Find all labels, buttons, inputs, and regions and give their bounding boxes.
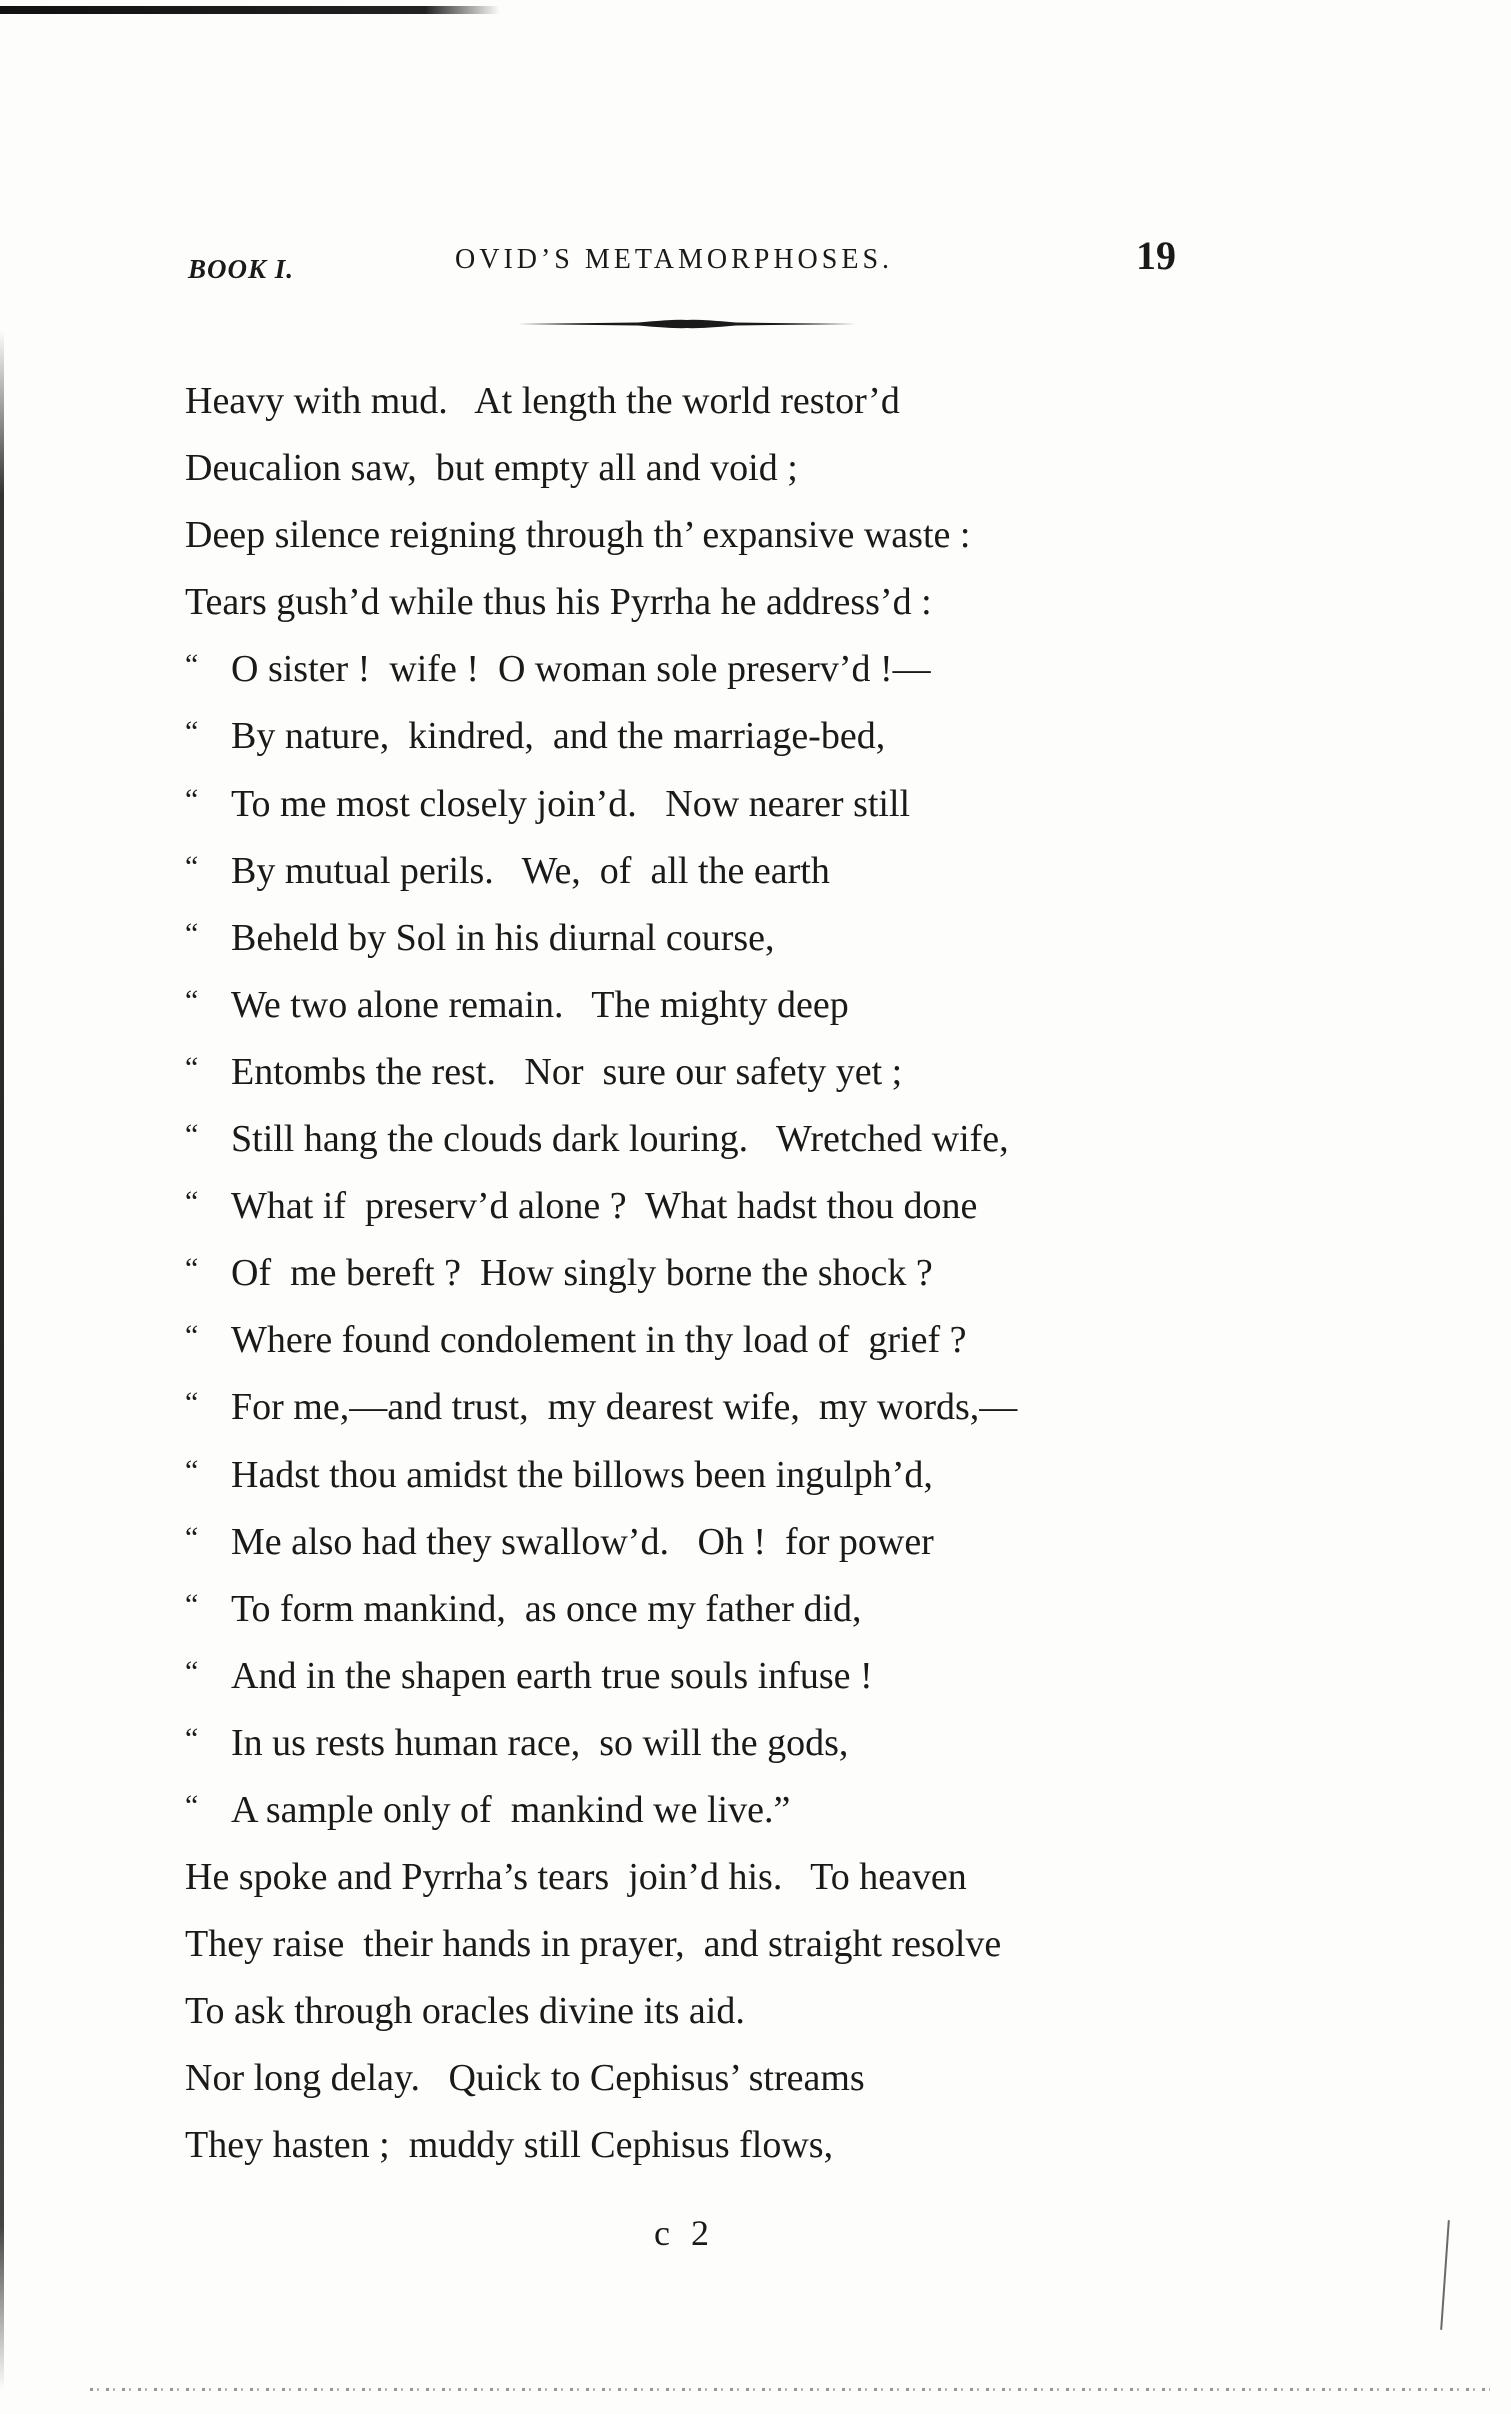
poem-line bbox=[185, 1106, 1335, 1173]
quote-mark: “ bbox=[185, 1520, 199, 1554]
poem-line-text: Me also had they swallow’d. Oh ! for power bbox=[231, 1520, 934, 1563]
scan-bottom-noise bbox=[90, 2388, 1490, 2391]
quote-mark: “ bbox=[185, 983, 199, 1017]
running-header bbox=[0, 232, 1511, 292]
poem-line bbox=[185, 2112, 1335, 2179]
poem-line bbox=[185, 569, 1335, 636]
poem-line bbox=[185, 368, 1335, 435]
poem-line-text: Nor long delay. Quick to Cephisus’ streams bbox=[185, 2057, 865, 2100]
scan-left-edge bbox=[0, 330, 4, 2390]
poem-line-text: Still hang the clouds dark louring. Wretched wife, bbox=[231, 1118, 1009, 1161]
quote-mark: “ bbox=[185, 916, 199, 950]
poem-line bbox=[185, 502, 1335, 569]
poem-line bbox=[185, 1173, 1335, 1240]
poem-line-text: What if preserv’d alone ? What hadst thou done bbox=[231, 1185, 978, 1228]
poem-line-text: By nature, kindred, and the marriage-bed, bbox=[231, 715, 886, 758]
poem-line bbox=[185, 1374, 1335, 1441]
quote-mark: “ bbox=[185, 1050, 199, 1084]
header-ornament-rule bbox=[518, 318, 856, 330]
quote-mark: “ bbox=[185, 715, 199, 749]
poem-line bbox=[185, 1442, 1335, 1509]
poem-line bbox=[185, 1710, 1335, 1777]
scan-edge-rule bbox=[0, 6, 500, 14]
quote-mark: “ bbox=[185, 1721, 199, 1755]
poem-line-text: We two alone remain. The mighty deep bbox=[231, 983, 849, 1026]
quote-mark: “ bbox=[185, 1319, 199, 1353]
signature-mark: c 2 bbox=[654, 2213, 715, 2253]
poem-line-text: Tears gush’d while thus his Pyrrha he address’d : bbox=[185, 581, 932, 624]
quote-mark: “ bbox=[185, 1252, 199, 1286]
poem-line-text: And in the shapen earth true souls infuse ! bbox=[231, 1654, 873, 1697]
poem-line-text: Where found condolement in thy load of grief ? bbox=[231, 1319, 967, 1362]
quote-mark: “ bbox=[185, 782, 199, 816]
quote-mark: “ bbox=[185, 1185, 199, 1219]
poem-line bbox=[185, 972, 1335, 1039]
page-number: 19 bbox=[1136, 233, 1176, 278]
quote-mark: “ bbox=[185, 1453, 199, 1487]
poem-line-text: O sister ! wife ! O woman sole preserv’d !— bbox=[231, 648, 931, 691]
poem-line bbox=[185, 1643, 1335, 1710]
quote-mark: “ bbox=[185, 849, 199, 883]
poem-line-text: Entombs the rest. Nor sure our safety yet ; bbox=[231, 1050, 903, 1093]
poem-line bbox=[185, 771, 1335, 838]
poem-line-text: Hadst thou amidst the billows been ingulph’d, bbox=[231, 1453, 933, 1496]
poem-line-text: Deep silence reigning through th’ expansive waste : bbox=[185, 514, 971, 557]
poem-line-text: For me,—and trust, my dearest wife, my words,— bbox=[231, 1386, 1018, 1429]
poem-line bbox=[185, 703, 1335, 770]
scan-margin-mark bbox=[1440, 2220, 1450, 2330]
poem-line bbox=[185, 1978, 1335, 2045]
quote-mark: “ bbox=[185, 648, 199, 682]
poem-line-text: He spoke and Pyrrha’s tears join’d his. To heaven bbox=[185, 1856, 967, 1899]
quote-mark: “ bbox=[185, 1118, 199, 1152]
poem-line-text: They raise their hands in prayer, and straight resolve bbox=[185, 1923, 1002, 1966]
poem-line-text: Deucalion saw, but empty all and void ; bbox=[185, 447, 798, 490]
quote-mark: “ bbox=[185, 1654, 199, 1688]
poem-line bbox=[185, 1039, 1335, 1106]
poem-line bbox=[185, 1777, 1335, 1844]
poem-line-text: By mutual perils. We, of all the earth bbox=[231, 849, 830, 892]
poem-line-text: Heavy with mud. At length the world restor’d bbox=[185, 380, 900, 422]
poem-line bbox=[185, 1509, 1335, 1576]
poem-text bbox=[185, 368, 1335, 2180]
running-title: OVID’S METAMORPHOSES. bbox=[455, 244, 894, 275]
poem-line bbox=[185, 905, 1335, 972]
poem-line-text: Beheld by Sol in his diurnal course, bbox=[231, 916, 775, 959]
poem-line bbox=[185, 2045, 1335, 2112]
poem-line-text: A sample only of mankind we live.” bbox=[231, 1788, 791, 1831]
poem-line-text: In us rests human race, so will the gods, bbox=[231, 1721, 849, 1764]
poem-line bbox=[185, 1240, 1335, 1307]
quote-mark: “ bbox=[185, 1788, 199, 1822]
quote-mark: “ bbox=[185, 1587, 199, 1621]
poem-line bbox=[185, 1576, 1335, 1643]
quote-mark: “ bbox=[185, 1386, 199, 1420]
poem-line bbox=[185, 838, 1335, 905]
poem-line-text: To ask through oracles divine its aid. bbox=[185, 1990, 745, 2033]
poem-line-text: To form mankind, as once my father did, bbox=[231, 1587, 862, 1630]
poem-line bbox=[185, 435, 1335, 502]
poem-line-text: Of me bereft ? How singly borne the shock ? bbox=[231, 1252, 933, 1295]
book-label: BOOK I. bbox=[188, 254, 295, 284]
poem-line bbox=[185, 1844, 1335, 1911]
poem-line bbox=[185, 1307, 1335, 1374]
poem-line bbox=[185, 636, 1335, 703]
poem-line-text: To me most closely join’d. Now nearer still bbox=[231, 782, 911, 825]
poem-line-text: They hasten ; muddy still Cephisus flows, bbox=[185, 2124, 834, 2167]
poem-line bbox=[185, 1911, 1335, 1978]
